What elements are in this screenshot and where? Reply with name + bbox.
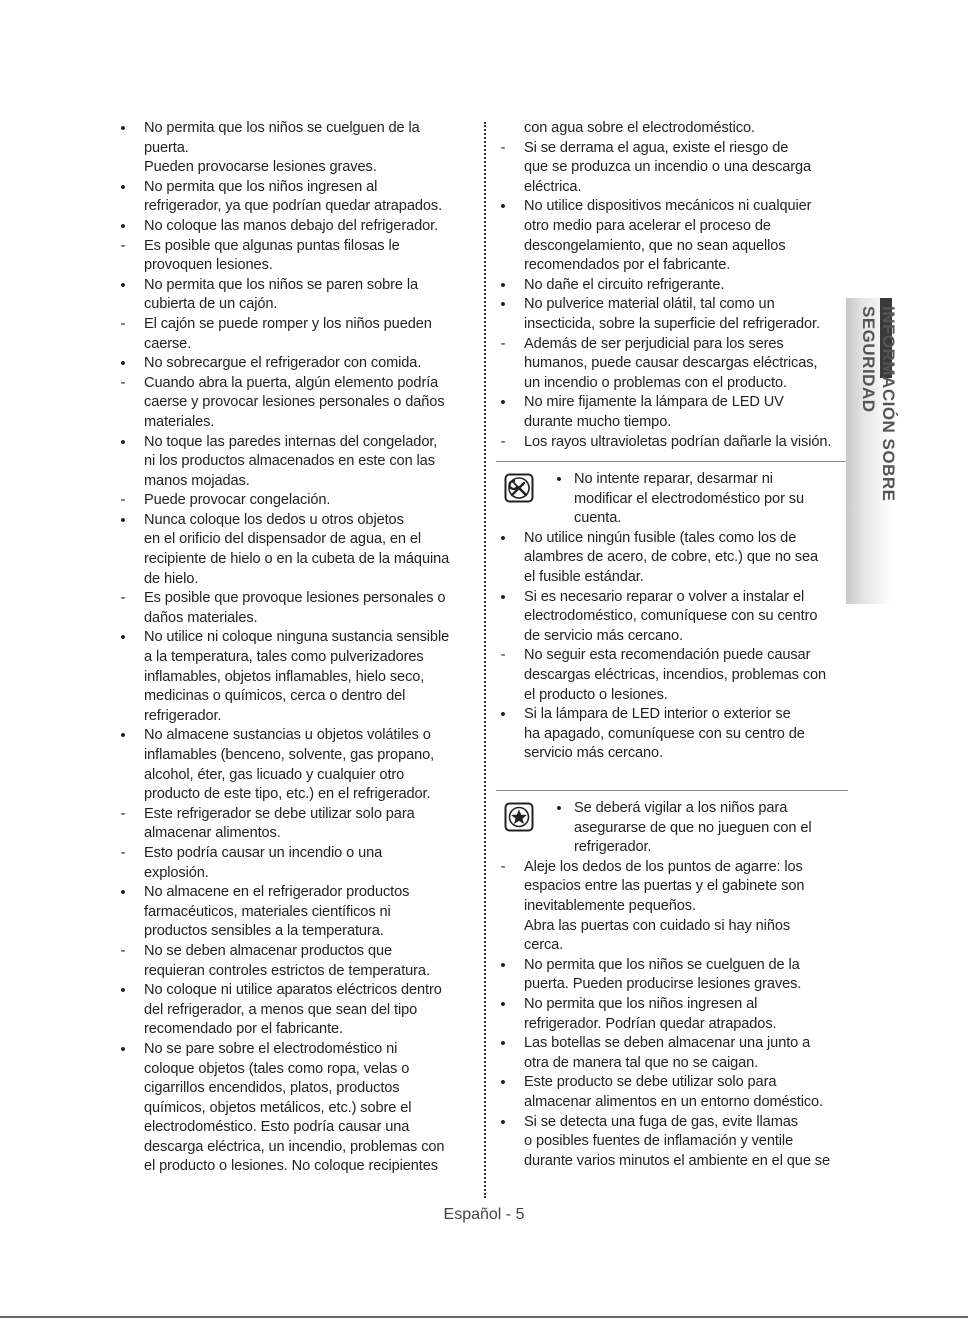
list-item (116, 942, 476, 981)
text-line: Además de ser perjudicial para los seres (524, 335, 784, 352)
bullet-marker: • (120, 727, 126, 745)
text-line: No utilice dispositivos mecánicos ni cualquier (524, 198, 812, 215)
bullet-marker: • (120, 178, 126, 196)
list-item (552, 799, 848, 858)
item-text (524, 1034, 848, 1073)
bullet-marker: • (500, 198, 506, 216)
dash-marker: - (120, 942, 126, 959)
item-text (524, 956, 848, 995)
text-line: No almacene en el refrigerador productos (144, 884, 410, 901)
text-line: el producto o lesiones. (524, 686, 668, 703)
text-line: No permita que los niños ingresen al (144, 178, 378, 195)
text-line: descarga eléctrica, un incendio, problemas con (144, 1138, 445, 1155)
dash-marker: - (500, 647, 506, 664)
text-line: inflamables, objetos inflamables, hielo seco, (144, 668, 425, 685)
bullet-marker: • (500, 394, 506, 412)
item-text (524, 705, 848, 764)
list-item (496, 197, 848, 275)
text-line: No sobrecargue el refrigerador con comida. (144, 355, 422, 372)
bullet-marker: • (500, 296, 506, 314)
dash-marker: - (120, 844, 126, 861)
text-line: caerse y provocar lesiones personales o daños (144, 394, 445, 411)
text-line: recomendado por el fabricante. (144, 1021, 344, 1038)
text-line: Abra las puertas con cuidado si hay niños (524, 917, 791, 934)
dash-marker: - (120, 805, 126, 822)
item-text (524, 1073, 848, 1112)
text-line: durante mucho tiempo. (524, 413, 672, 430)
list-item (116, 178, 476, 217)
text-line: un incendio o problemas con el producto. (524, 374, 787, 391)
dash-marker: - (500, 139, 506, 156)
section-divider (496, 790, 848, 791)
list-item (496, 529, 848, 588)
list-item (116, 726, 476, 804)
bullet-marker: • (500, 588, 506, 606)
list-item (116, 1040, 476, 1177)
caution-block (496, 799, 848, 858)
repair-warning-block (496, 470, 848, 529)
text-line: modificar el electrodoméstico por su (574, 490, 805, 507)
list-item (496, 433, 848, 453)
tools-prohibited-icon (504, 473, 534, 510)
item-text (144, 217, 476, 237)
list-item (496, 393, 848, 432)
dash-marker: - (500, 433, 506, 450)
item-text (144, 1040, 476, 1177)
text-line: refrigerador, ya que podrían quedar atrapados. (144, 198, 443, 215)
dash-marker: - (120, 590, 126, 607)
text-line: Aleje los dedos de los puntos de agarre: los (524, 858, 803, 875)
item-text (144, 942, 476, 981)
text-line: explosión. (144, 864, 209, 881)
list-item (496, 588, 848, 647)
bullet-marker: • (500, 1113, 506, 1131)
item-text (524, 197, 848, 275)
list-item (496, 858, 848, 956)
item-text (524, 858, 848, 956)
list-item (496, 956, 848, 995)
text-line: caerse. (144, 335, 192, 352)
list-item (496, 1034, 848, 1073)
text-line: provoquen lesiones. (144, 257, 273, 274)
text-line: cerca. (524, 937, 564, 954)
list-item (116, 354, 476, 374)
list-item (116, 217, 476, 237)
text-line: Si se detecta una fuga de gas, evite llamas (524, 1113, 798, 1130)
bullet-marker: • (120, 120, 126, 137)
text-line: No permita que los niños ingresen al (524, 995, 758, 1012)
column-divider (484, 122, 486, 1198)
list-item (496, 1073, 848, 1112)
item-text (524, 529, 848, 588)
bullet-marker: • (500, 529, 506, 547)
text-line: electrodoméstico. Esto podría causar una (144, 1119, 410, 1136)
text-line: Pueden provocarse lesiones graves. (144, 159, 377, 176)
item-text (524, 1113, 848, 1172)
text-line: Se deberá vigilar a los niños para (574, 800, 788, 816)
left-column (116, 119, 476, 1177)
text-line: otra de manera tal que no se caigan. (524, 1054, 759, 1071)
bullet-marker: • (120, 982, 126, 1000)
bullet-marker: • (120, 1040, 126, 1058)
bullet-marker: • (120, 217, 126, 235)
text-line: del refrigerador, a menos que sean del tipo (144, 1001, 418, 1018)
list-item (116, 883, 476, 942)
text-line: No coloque ni utilice aparatos eléctricos dentro (144, 982, 442, 999)
item-text (144, 178, 476, 217)
bullet-marker: • (500, 1074, 506, 1092)
text-line: farmacéuticos, materiales científicos ni (144, 903, 391, 920)
text-line: inflamables (benceno, solvente, gas propano, (144, 747, 435, 763)
item-text (144, 119, 476, 178)
text-line: en el orificio del dispensador de agua, en el (144, 531, 422, 548)
item-text (524, 276, 848, 296)
text-line: No se pare sobre el electrodoméstico ni (144, 1040, 398, 1057)
item-text (144, 844, 476, 883)
bottom-rule (0, 1316, 968, 1318)
text-line: Esto podría causar un incendio o una (144, 844, 383, 861)
item-text (524, 995, 848, 1034)
list-item (496, 295, 848, 334)
caution-list (496, 858, 848, 1172)
section-side-tab (846, 298, 898, 604)
item-text (524, 139, 848, 198)
text-line: con agua sobre el electrodoméstico. (524, 120, 755, 136)
list-item (496, 705, 848, 764)
text-line: el fusible estándar. (524, 569, 644, 586)
bullet-marker: • (500, 995, 506, 1013)
text-line: almacenar alimentos. (144, 825, 281, 842)
text-line: alcohol, éter, gas licuado y cualquier otro (144, 766, 405, 783)
text-line: Puede provocar congelación. (144, 492, 331, 509)
item-text (144, 883, 476, 942)
text-line: Cuando abra la puerta, algún elemento podría (144, 374, 439, 391)
text-line: Las botellas se deben almacenar una junto a (524, 1035, 811, 1052)
bullet-marker: • (556, 471, 562, 489)
text-line: Es posible que algunas puntas filosas le (144, 237, 400, 254)
text-line: No permita que los niños se cuelguen de la (144, 120, 420, 136)
item-text (524, 588, 848, 647)
text-line: No pulverice material olátil, tal como un (524, 296, 775, 313)
text-line: descongelamiento, que no sean aquellos (524, 237, 786, 254)
bullet-marker: • (120, 276, 126, 294)
text-line: Si es necesario reparar o volver a instalar el (524, 588, 805, 605)
right-column (496, 119, 848, 1171)
list-item (496, 119, 848, 139)
text-line: cuenta. (574, 510, 622, 527)
item-text (574, 799, 848, 858)
right-top-list (496, 119, 848, 452)
text-line: No toque las paredes internas del congelador, (144, 433, 438, 450)
bullet-marker: • (120, 884, 126, 902)
text-line: inevitablemente pequeños. (524, 897, 696, 914)
list-item (496, 335, 848, 394)
bullet-marker: • (120, 511, 126, 529)
dash-marker: - (120, 237, 126, 254)
item-text (144, 628, 476, 726)
list-item (116, 589, 476, 628)
text-line: refrigerador. (574, 839, 652, 856)
bullet-marker: • (500, 1035, 506, 1053)
item-text (144, 805, 476, 844)
text-line: ni los productos almacenados en este con las (144, 453, 435, 470)
dash-marker: - (500, 335, 506, 352)
list-item (496, 995, 848, 1034)
text-line: requieran controles estrictos de temperatura. (144, 962, 430, 979)
text-line: No permita que los niños se paren sobre la (144, 276, 419, 293)
section-divider (496, 461, 848, 462)
text-line: puerta. (144, 139, 189, 156)
list-item (116, 119, 476, 178)
dash-marker: - (120, 374, 126, 391)
list-item (496, 276, 848, 296)
text-line: Los rayos ultravioletas podrían dañarle la visión. (524, 433, 832, 450)
text-line: durante varios minutos el ambiente en el que se (524, 1152, 831, 1169)
text-line: químicos, objetos metálicos, etc.) sobre el (144, 1099, 412, 1116)
list-item (496, 646, 848, 705)
text-line: ha apagado, comuníquese con su centro de (524, 725, 805, 742)
side-tab-label: INFORMACIÓN SOBRE SEGURIDAD (859, 306, 898, 502)
text-line: a la temperatura, tales como pulverizadores (144, 649, 424, 666)
list-item (496, 139, 848, 198)
text-line: humanos, puede causar descargas eléctricas, (524, 355, 818, 372)
text-line: manos mojadas. (144, 472, 250, 489)
caution-lead-item (552, 799, 848, 858)
dash-marker: - (500, 858, 506, 875)
dash-marker: - (120, 492, 126, 509)
text-line: No utilice ningún fusible (tales como los de (524, 529, 797, 546)
text-line: No dañe el circuito refrigerante. (524, 276, 725, 293)
text-line: puerta. Pueden producirse lesiones graves. (524, 976, 802, 993)
text-line: alambres de acero, de cobre, etc.) que no sea (524, 549, 819, 566)
text-line: El cajón se puede romper y los niños pueden (144, 315, 432, 332)
list-item (116, 844, 476, 883)
item-text (144, 237, 476, 276)
item-text (144, 726, 476, 804)
text-line: Si se derrama el agua, existe el riesgo de (524, 139, 789, 156)
text-line: almacenar alimentos en un entorno doméstico. (524, 1093, 823, 1110)
item-text (144, 433, 476, 492)
list-item (116, 433, 476, 492)
text-line: de hielo. (144, 570, 199, 587)
bullet-marker: • (120, 433, 126, 451)
text-line: Este refrigerador se debe utilizar solo para (144, 805, 415, 822)
bullet-marker: • (120, 355, 126, 373)
list-item (116, 511, 476, 589)
text-line: Este producto se debe utilizar solo para (524, 1074, 777, 1091)
text-line: No seguir esta recomendación puede causar (524, 647, 811, 664)
text-line: No intente reparar, desarmar ni (574, 471, 773, 488)
text-line: recipiente de hielo o en la cubeta de la máquina (144, 551, 450, 568)
item-text (524, 393, 848, 432)
item-text (524, 646, 848, 705)
star-caution-icon (504, 802, 534, 839)
text-line: servicio más cercano. (524, 745, 664, 762)
text-line: cubierta de un cajón. (144, 296, 278, 313)
text-line: otro medio para acelerar el proceso de (524, 217, 771, 234)
text-line: No mire fijamente la lámpara de LED UV (524, 394, 784, 411)
text-line: insecticida, sobre la superficie del refrigerador. (524, 315, 820, 332)
text-line: refrigerador. Podrían quedar atrapados. (524, 1015, 777, 1032)
text-line: descargas eléctricas, incendios, problemas con (524, 667, 827, 684)
item-text (524, 433, 848, 453)
item-text (144, 374, 476, 433)
text-line: daños materiales. (144, 609, 258, 626)
item-text (144, 589, 476, 628)
text-line: No se deben almacenar productos que (144, 942, 393, 959)
text-line: No almacene sustancias u objetos volátiles o (144, 727, 431, 744)
bullet-marker: • (500, 956, 506, 974)
text-line: coloque objetos (tales como ropa, velas o (144, 1060, 410, 1077)
text-line: medicinas o químicos, cerca o dentro del (144, 688, 406, 705)
list-item (116, 315, 476, 354)
text-line: el producto o lesiones. No coloque recipientes (144, 1158, 438, 1175)
text-line: No utilice ni coloque ninguna sustancia sensible (144, 629, 450, 646)
item-text (524, 295, 848, 334)
item-text (524, 335, 848, 394)
list-item (116, 491, 476, 511)
text-line: recomendados por el fabricante. (524, 257, 731, 274)
list-item (116, 981, 476, 1040)
item-text (144, 981, 476, 1040)
item-text (574, 470, 848, 529)
item-text (144, 511, 476, 589)
text-line: cigarrillos encendidos, platos, productos (144, 1080, 400, 1097)
text-line: materiales. (144, 413, 215, 430)
text-line: eléctrica. (524, 178, 582, 195)
bullet-marker: • (556, 800, 562, 817)
list-item (116, 237, 476, 276)
list-item (496, 1113, 848, 1172)
text-line: productos sensibles a la temperatura. (144, 923, 384, 940)
text-line: espacios entre las puertas y el gabinete son (524, 878, 805, 895)
text-line: Si la lámpara de LED interior o exterior se (524, 706, 791, 723)
text-line: de servicio más cercano. (524, 627, 684, 644)
text-line: electrodoméstico, comuníquese con su centro (524, 608, 818, 625)
text-line: Nunca coloque los dedos u otros objetos (144, 511, 404, 528)
text-line: refrigerador. (144, 707, 222, 724)
text-line: asegurarse de que no jueguen con el (574, 819, 812, 836)
bullet-marker: • (500, 706, 506, 724)
text-line: No permita que los niños se cuelguen de la (524, 956, 800, 973)
item-text (524, 119, 848, 139)
text-line: que se produzca un incendio o una descarga (524, 159, 812, 176)
text-line: Es posible que provoque lesiones personales o (144, 590, 446, 607)
page-number: Español - 5 (443, 1206, 525, 1223)
list-item (116, 374, 476, 433)
text-line: o posibles fuentes de inflamación y ventile (524, 1133, 794, 1150)
repair-list (496, 529, 848, 764)
list-item (116, 276, 476, 315)
bullet-marker: • (500, 276, 506, 294)
list-item (116, 805, 476, 844)
item-text (144, 491, 476, 511)
item-text (144, 276, 476, 315)
item-text (144, 315, 476, 354)
bullet-marker: • (120, 629, 126, 647)
item-text (144, 354, 476, 374)
dash-marker: - (120, 315, 126, 332)
list-item (116, 628, 476, 726)
repair-lead-item (552, 470, 848, 529)
text-line: producto de este tipo, etc.) en el refrigerador. (144, 786, 431, 803)
text-line: No coloque las manos debajo del refrigerador. (144, 217, 439, 234)
list-item (552, 470, 848, 529)
